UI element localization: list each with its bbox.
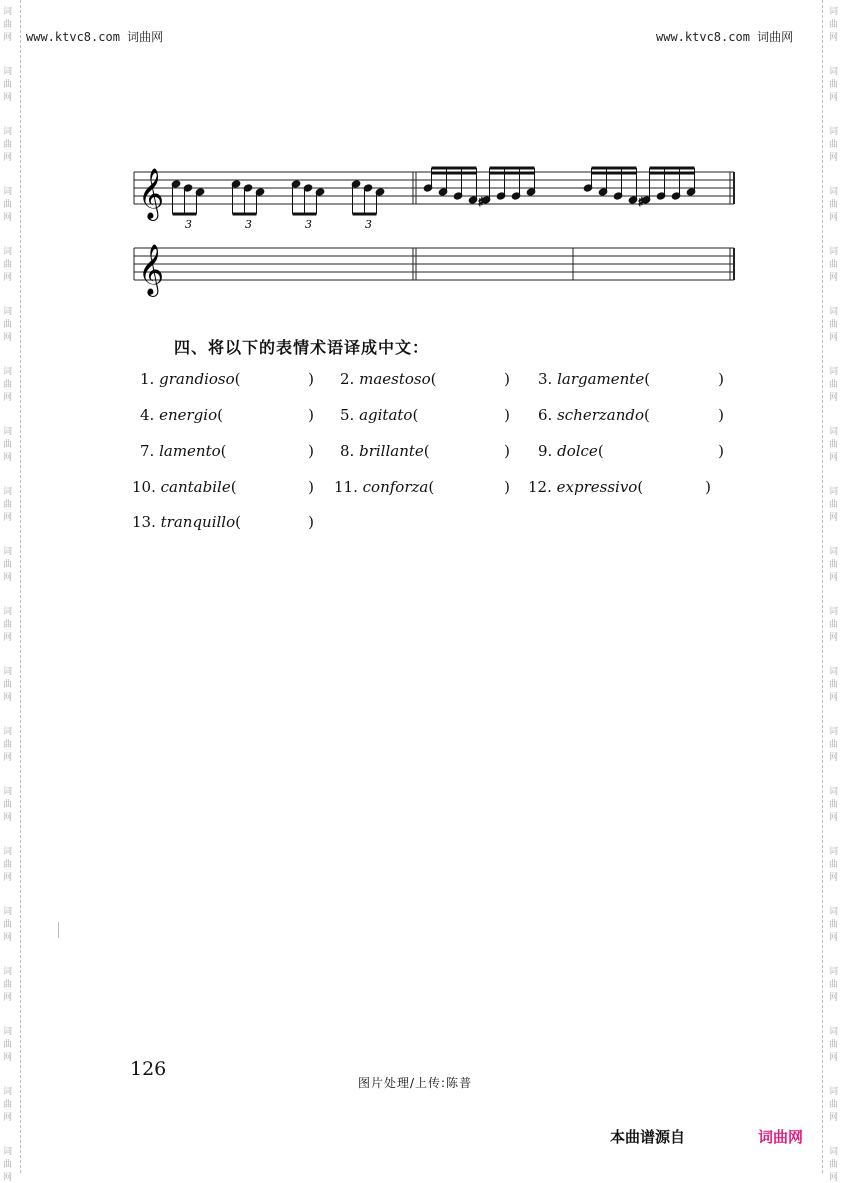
side-watermark-char: 曲 — [3, 860, 13, 870]
term-item — [340, 370, 510, 388]
music-score — [128, 158, 742, 300]
side-watermark-char: 网 — [829, 753, 839, 763]
side-watermark-char: 曲 — [829, 860, 839, 870]
side-watermark-char: 曲 — [829, 920, 839, 930]
side-watermark-char: 曲 — [829, 1040, 839, 1050]
side-watermark-char: 词 — [3, 967, 13, 977]
triplet-number: 3 — [185, 218, 192, 231]
term-open-paren: ( — [217, 406, 223, 424]
brand-logo-text: 词曲网 — [758, 1128, 804, 1146]
side-watermark-char: 词 — [829, 1087, 839, 1097]
side-watermark-char: 词 — [3, 1087, 13, 1097]
term-number: 12. — [528, 478, 552, 496]
term-word: cantabile — [160, 478, 231, 496]
term-word: brillante — [359, 442, 424, 460]
side-watermark-char: 网 — [829, 993, 839, 1003]
side-watermark-char: 曲 — [3, 20, 13, 30]
side-watermark-char: 曲 — [829, 560, 839, 570]
side-watermark-char: 词 — [3, 487, 13, 497]
side-watermark-char: 词 — [829, 7, 839, 17]
term-number: 5. — [340, 406, 355, 424]
term-item — [538, 406, 724, 424]
side-watermark-char: 词 — [829, 487, 839, 497]
side-watermark-char: 曲 — [829, 1100, 839, 1110]
side-watermark-char: 曲 — [3, 140, 13, 150]
side-watermark-char: 网 — [829, 93, 839, 103]
side-watermark-char: 曲 — [3, 680, 13, 690]
side-watermark-char: 网 — [3, 333, 13, 343]
side-watermark-char: 词 — [3, 1147, 13, 1157]
side-watermark-char: 曲 — [3, 320, 13, 330]
term-close-paren: ) — [504, 406, 510, 424]
side-watermark-char: 曲 — [829, 20, 839, 30]
side-watermark-char: 词 — [829, 1027, 839, 1037]
term-close-paren: ) — [718, 406, 724, 424]
side-watermark-char: 网 — [3, 513, 13, 523]
side-watermark-char: 曲 — [829, 620, 839, 630]
right-watermark-strip — [824, 0, 844, 1183]
term-open-paren: ( — [428, 478, 435, 496]
side-watermark-char: 网 — [3, 33, 13, 43]
term-open-paren: ( — [637, 478, 644, 496]
side-watermark-char: 网 — [829, 1053, 839, 1063]
margin-tick — [58, 922, 59, 938]
treble-clef-icon: 𝄞 — [138, 168, 165, 219]
side-watermark-char: 网 — [829, 1173, 839, 1183]
term-close-paren: ) — [308, 370, 314, 388]
term-item — [340, 406, 510, 424]
side-watermark-char: 网 — [829, 573, 839, 583]
side-watermark-char: 网 — [829, 933, 839, 943]
page-number: 126 — [130, 1058, 167, 1080]
term-item — [132, 478, 314, 496]
term-open-paren: ( — [597, 442, 604, 460]
term-item — [334, 478, 510, 496]
term-item — [538, 370, 724, 388]
term-item — [140, 370, 314, 388]
side-watermark-char: 曲 — [3, 200, 13, 210]
triplet-number: 3 — [245, 218, 252, 231]
term-word: agitato — [359, 406, 413, 424]
term-number: 1. — [140, 370, 155, 388]
notes-group — [171, 168, 696, 214]
term-number: 6. — [538, 406, 553, 424]
side-watermark-char: 曲 — [3, 80, 13, 90]
triplet-marks — [185, 218, 372, 231]
source-label: 本曲谱源自 — [610, 1128, 686, 1146]
side-watermark-char: 词 — [829, 427, 839, 437]
side-watermark-char: 曲 — [829, 740, 839, 750]
term-close-paren: ) — [504, 478, 510, 496]
side-watermark-char: 词 — [3, 907, 13, 917]
term-number: 7. — [140, 442, 155, 460]
side-watermark-char: 词 — [829, 967, 839, 977]
side-watermark-char: 词 — [829, 727, 839, 737]
upload-credit: 图片处理/上传:陈普 — [358, 1076, 473, 1090]
side-watermark-char: 曲 — [829, 440, 839, 450]
left-watermark-strip — [0, 0, 20, 1183]
side-watermark-char: 曲 — [3, 560, 13, 570]
left-margin-line — [20, 0, 21, 1173]
side-watermark-char: 曲 — [3, 620, 13, 630]
term-close-paren: ) — [308, 442, 314, 460]
side-watermark-char: 网 — [3, 1173, 13, 1183]
side-watermark-char: 曲 — [3, 440, 13, 450]
side-watermark-char: 词 — [3, 187, 13, 197]
side-watermark-char: 曲 — [829, 380, 839, 390]
side-watermark-char: 网 — [829, 153, 839, 163]
side-watermark-char: 网 — [3, 1053, 13, 1063]
term-close-paren: ) — [718, 370, 724, 388]
term-close-paren: ) — [308, 513, 314, 531]
term-item — [140, 406, 314, 424]
side-watermark-char: 网 — [829, 453, 839, 463]
side-watermark-char: 网 — [3, 693, 13, 703]
term-word: maestoso — [359, 370, 431, 388]
side-watermark-char: 词 — [3, 307, 13, 317]
side-watermark-char: 曲 — [829, 320, 839, 330]
term-item — [340, 442, 510, 460]
triplet-number: 3 — [305, 218, 312, 231]
term-open-paren: ( — [220, 442, 227, 460]
side-watermark-char: 词 — [829, 307, 839, 317]
side-watermark-char: 网 — [829, 633, 839, 643]
side-watermark-char: 曲 — [829, 1160, 839, 1170]
term-open-paren: ( — [644, 406, 650, 424]
term-close-paren: ) — [308, 478, 314, 496]
term-word: tranquillo — [160, 513, 236, 531]
side-watermark-char: 网 — [3, 453, 13, 463]
term-word: energio — [159, 406, 218, 424]
side-watermark-char: 曲 — [829, 80, 839, 90]
term-item — [132, 513, 314, 531]
term-open-paren: ( — [430, 370, 437, 388]
side-watermark-char: 网 — [3, 573, 13, 583]
term-word: lamento — [159, 442, 221, 460]
side-watermark-char: 网 — [829, 33, 839, 43]
side-watermark-char: 网 — [3, 813, 13, 823]
side-watermark-char: 网 — [829, 333, 839, 343]
side-watermark-char: 词 — [829, 787, 839, 797]
side-watermark-char: 词 — [3, 1027, 13, 1037]
side-watermark-char: 网 — [829, 513, 839, 523]
side-watermark-char: 网 — [3, 93, 13, 103]
side-watermark-char: 曲 — [829, 500, 839, 510]
term-open-paren: ( — [230, 478, 237, 496]
side-watermark-char: 网 — [829, 1113, 839, 1123]
side-watermark-char: 词 — [3, 547, 13, 557]
term-open-paren: ( — [423, 442, 430, 460]
side-watermark-char: 词 — [829, 367, 839, 377]
side-watermark-char: 网 — [829, 813, 839, 823]
term-number: 9. — [538, 442, 553, 460]
side-watermark-char: 网 — [829, 693, 839, 703]
side-watermark-char: 词 — [829, 67, 839, 77]
term-number: 8. — [340, 442, 355, 460]
side-watermark-char: 网 — [3, 153, 13, 163]
section-heading: 四、将以下的表情术语译成中文： — [174, 338, 430, 357]
side-watermark-char: 词 — [3, 727, 13, 737]
term-item — [528, 478, 711, 496]
side-watermark-char: 曲 — [3, 1100, 13, 1110]
watermark-top-right: www.ktvc8.com 词曲网 — [656, 30, 794, 44]
side-watermark-char: 曲 — [3, 800, 13, 810]
term-open-paren: ( — [234, 370, 241, 388]
side-watermark-char: 词 — [829, 127, 839, 137]
side-watermark-char: 曲 — [3, 260, 13, 270]
side-watermark-char: 词 — [3, 67, 13, 77]
side-watermark-char: 曲 — [3, 1160, 13, 1170]
side-watermark-char: 网 — [3, 273, 13, 283]
watermark-top-left: www.ktvc8.com 词曲网 — [26, 30, 164, 44]
side-watermark-char: 词 — [829, 607, 839, 617]
side-watermark-char: 曲 — [3, 740, 13, 750]
side-watermark-char: 词 — [3, 427, 13, 437]
side-watermark-char: 网 — [829, 393, 839, 403]
side-watermark-char: 词 — [3, 367, 13, 377]
term-open-paren: ( — [235, 513, 241, 531]
term-word: largamente — [557, 370, 645, 388]
side-watermark-char: 网 — [3, 633, 13, 643]
right-margin-line — [822, 0, 823, 1173]
term-item — [538, 442, 724, 460]
side-watermark-char: 词 — [829, 187, 839, 197]
side-watermark-char: 词 — [3, 127, 13, 137]
side-watermark-char: 曲 — [3, 380, 13, 390]
side-watermark-char: 词 — [829, 247, 839, 257]
side-watermark-char: 网 — [3, 753, 13, 763]
treble-clef-icon-lower: 𝄞 — [138, 244, 165, 295]
side-watermark-char: 词 — [3, 7, 13, 17]
term-word: scherzando — [557, 406, 645, 424]
side-watermark-char: 网 — [3, 393, 13, 403]
term-close-paren: ) — [308, 406, 314, 424]
triplet-number: 3 — [365, 218, 372, 231]
term-open-paren: ( — [644, 370, 651, 388]
side-watermark-char: 词 — [829, 1147, 839, 1157]
term-number: 11. — [334, 478, 358, 496]
side-watermark-char: 网 — [829, 213, 839, 223]
side-watermark-char: 曲 — [3, 1040, 13, 1050]
side-watermark-char: 网 — [3, 213, 13, 223]
side-watermark-char: 网 — [829, 273, 839, 283]
side-watermark-char: 曲 — [829, 980, 839, 990]
side-watermark-char: 网 — [3, 873, 13, 883]
side-watermark-char: 词 — [829, 547, 839, 557]
term-word: conforza — [362, 478, 429, 496]
term-item — [140, 442, 314, 460]
term-number: 3. — [538, 370, 553, 388]
side-watermark-char: 曲 — [829, 680, 839, 690]
side-watermark-char: 曲 — [829, 800, 839, 810]
side-watermark-char: 网 — [829, 873, 839, 883]
term-close-paren: ) — [705, 478, 711, 496]
side-watermark-char: 曲 — [829, 140, 839, 150]
side-watermark-char: 词 — [829, 847, 839, 857]
term-word: grandioso — [159, 370, 235, 388]
side-watermark-char: 曲 — [3, 920, 13, 930]
sharp-icon: ♯ — [478, 195, 484, 209]
side-watermark-char: 网 — [3, 993, 13, 1003]
term-close-paren: ) — [504, 370, 510, 388]
side-watermark-char: 词 — [829, 907, 839, 917]
side-watermark-char: 词 — [3, 667, 13, 677]
side-watermark-char: 曲 — [3, 500, 13, 510]
term-word: expressivo — [556, 478, 638, 496]
side-watermark-char: 词 — [3, 607, 13, 617]
term-word: dolce — [557, 442, 598, 460]
term-open-paren: ( — [412, 406, 419, 424]
side-watermark-char: 词 — [3, 247, 13, 257]
term-number: 2. — [340, 370, 355, 388]
term-close-paren: ) — [718, 442, 724, 460]
side-watermark-char: 曲 — [3, 980, 13, 990]
term-number: 13. — [132, 513, 156, 531]
side-watermark-char: 曲 — [829, 200, 839, 210]
bass-staff — [134, 248, 734, 280]
side-watermark-char: 词 — [3, 847, 13, 857]
side-watermark-char: 曲 — [829, 260, 839, 270]
side-watermark-char: 网 — [3, 1113, 13, 1123]
side-watermark-char: 词 — [3, 787, 13, 797]
sharp-icon: ♯ — [638, 195, 644, 209]
term-number: 4. — [140, 406, 155, 424]
side-watermark-char: 网 — [3, 933, 13, 943]
term-number: 10. — [132, 478, 156, 496]
side-watermark-char: 词 — [829, 667, 839, 677]
term-close-paren: ) — [504, 442, 510, 460]
